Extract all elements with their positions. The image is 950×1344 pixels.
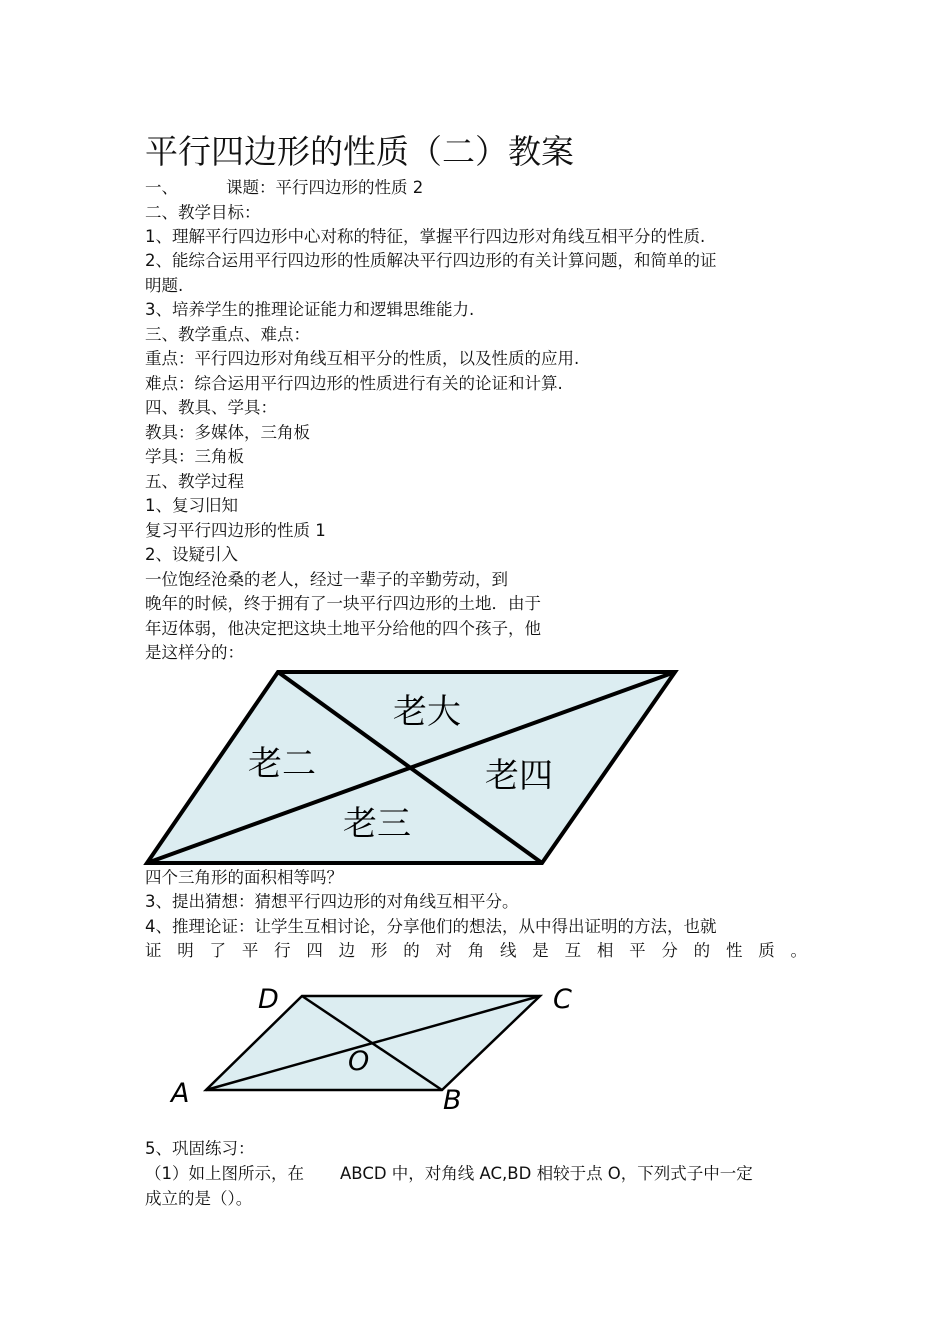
text-line: 4、推理论证：让学生互相讨论，分享他们的想法，从中得出证明的方法，也就 — [145, 917, 717, 936]
text-line: 1、理解平行四边形中心对称的特征，掌握平行四边形对角线互相平分的性质. — [145, 227, 706, 246]
text-line: 成立的是（）。 — [145, 1189, 253, 1208]
text-line: 学具：三角板 — [145, 447, 244, 466]
section-text: 课题：平行四边形的性质 2 — [226, 178, 424, 197]
document-title: 平行四边形的性质（二）教案 — [145, 132, 574, 171]
text-line — [145, 1162, 753, 1186]
practice-text-a: （1）如上图所示，在 — [145, 1164, 304, 1183]
text-line: 3、培养学生的推理论证能力和逻辑思维能力. — [145, 300, 475, 319]
center-label-o: O — [348, 1046, 370, 1077]
region-label-top: 老大 — [393, 692, 461, 732]
region-label-left: 老二 — [248, 744, 316, 784]
region-label-right: 老四 — [485, 756, 553, 796]
text-line: 教具：多媒体，三角板 — [145, 423, 310, 442]
section-number: 一、 — [145, 178, 178, 197]
text-line: 难点：综合运用平行四边形的性质进行有关的论证和计算. — [145, 374, 563, 393]
text-line — [145, 176, 423, 200]
practice-text-b: ABCD 中，对角线 AC,BD 相较于点 O，下列式子中一定 — [340, 1164, 753, 1183]
text-line: 是这样分的： — [145, 643, 244, 662]
text-line: 复习平行四边形的性质 1 — [145, 521, 326, 540]
text-line: 晚年的时候，终于拥有了一块平行四边形的土地．由于 — [145, 594, 541, 613]
text-line: 3、提出猜想：猜想平行四边形的对角线互相平分。 — [145, 892, 519, 911]
parallelogram-division-figure — [140, 665, 685, 870]
vertex-label-a: A — [171, 1078, 190, 1109]
text-line: 五、教学过程 — [145, 472, 244, 491]
text-line: 一位饱经沧桑的老人，经过一辈子的辛勤劳动，到 — [145, 570, 508, 589]
text-line: 1、复习旧知 — [145, 496, 238, 515]
text-line: 明题. — [145, 276, 184, 295]
text-line: 2、设疑引入 — [145, 545, 238, 564]
text-line: 2、能综合运用平行四边形的性质解决平行四边形的有关计算问题，和简单的证 — [145, 251, 717, 270]
text-line: 三、教学重点、难点： — [145, 325, 310, 344]
vertex-label-d: D — [258, 984, 279, 1015]
text-line: 5、巩固练习： — [145, 1139, 255, 1158]
region-label-bottom: 老三 — [343, 804, 411, 844]
text-line: 四个三角形的面积相等吗？ — [145, 868, 343, 887]
text-line: 证明了平行四边形的对角线是互相平分的性质。 — [145, 941, 807, 960]
vertex-label-b: B — [443, 1085, 462, 1114]
parallelogram-abcd-figure — [165, 982, 595, 1114]
text-line: 年迈体弱，他决定把这块土地平分给他的四个孩子，他 — [145, 619, 541, 638]
text-line: 四、教具、学具： — [145, 398, 277, 417]
text-line: 重点：平行四边形对角线互相平分的性质，以及性质的应用. — [145, 349, 580, 368]
vertex-label-c: C — [553, 984, 572, 1015]
text-line: 二、教学目标： — [145, 203, 261, 222]
